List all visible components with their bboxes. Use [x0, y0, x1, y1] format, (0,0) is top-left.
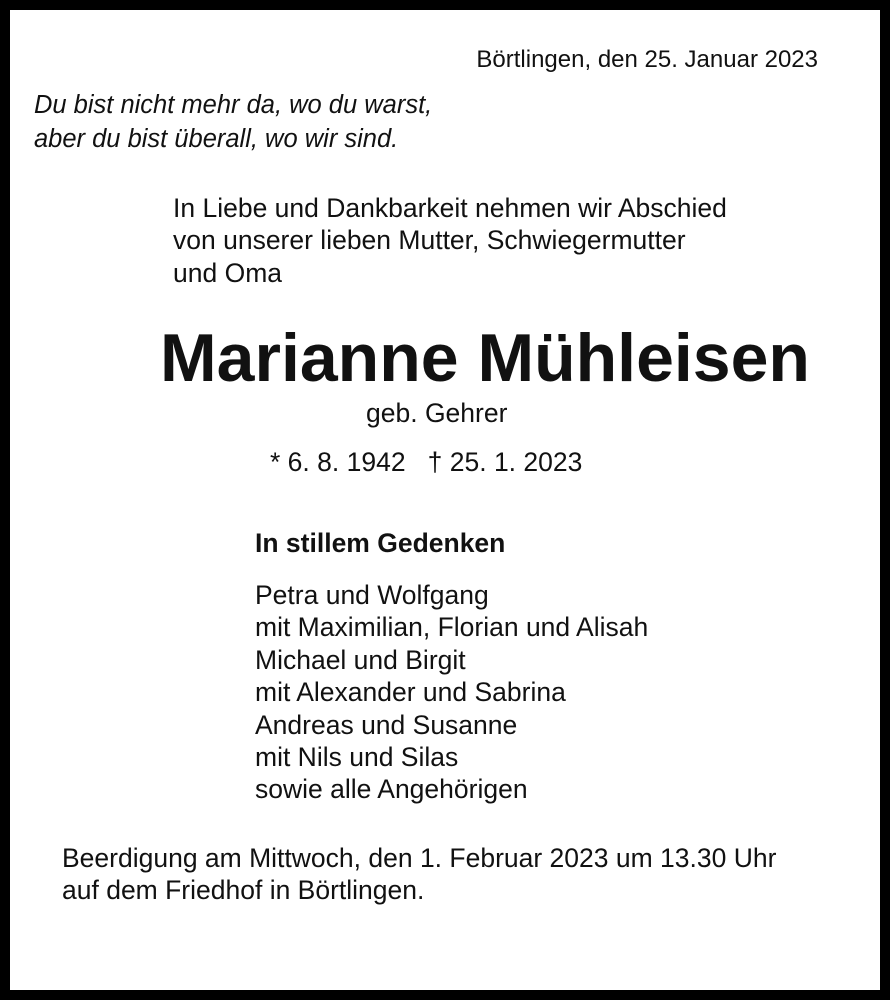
mourner: mit Maximilian, Florian und Alisah: [255, 612, 649, 643]
mourners-list: [255, 579, 648, 806]
mourner: Michael und Birgit: [255, 644, 466, 675]
funeral-line: auf dem Friedhof in Börtlingen.: [62, 875, 425, 906]
mourner: Petra und Wolfgang: [255, 580, 489, 610]
mourner: Andreas und Susanne: [255, 709, 518, 740]
quote-line: aber du bist überall, wo wir sind.: [34, 125, 399, 153]
mourner: mit Alexander und Sabrina: [255, 677, 566, 708]
funeral-info: [62, 842, 776, 907]
intro-line: und Oma: [173, 257, 283, 288]
intro-text: [173, 192, 727, 289]
quote-line: Du bist nicht mehr da, wo du warst,: [34, 91, 433, 119]
place-date: Börtlingen, den 25. Januar 2023: [476, 46, 818, 73]
deceased-name: Marianne Mühleisen: [160, 320, 810, 396]
maiden-name: geb. Gehrer: [366, 398, 508, 428]
quote: [34, 88, 432, 156]
mourner: sowie alle Angehörigen: [255, 774, 528, 805]
funeral-line: Beerdigung am Mittwoch, den 1. Februar 2023 um 13.30 Uhr: [62, 843, 777, 873]
mourner: mit Nils und Silas: [255, 742, 459, 773]
life-dates: * 6. 8. 1942 † 25. 1. 2023: [270, 447, 583, 477]
mourners-heading: In stillem Gedenken: [255, 528, 506, 558]
intro-line: von unserer lieben Mutter, Schwiegermutter: [173, 225, 686, 256]
intro-line: In Liebe und Dankbarkeit nehmen wir Abschied: [173, 193, 727, 223]
